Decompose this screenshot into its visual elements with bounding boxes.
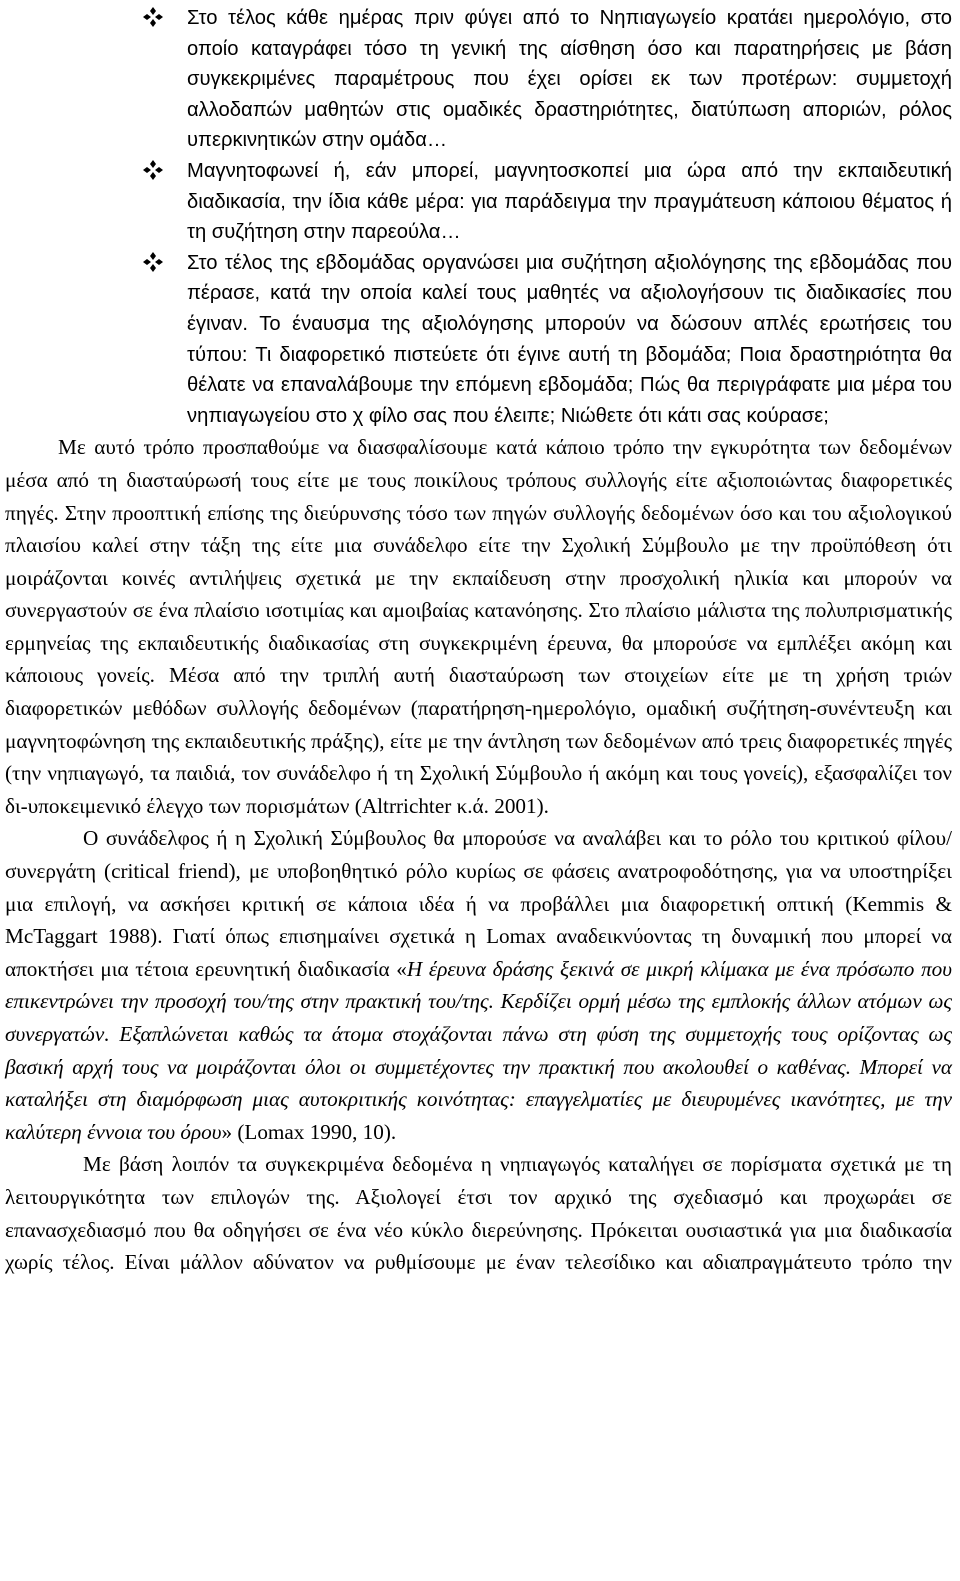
paragraph-lead-text: Ο συνάδελφος ή η Σχολική Σύμβουλος θα μπορούσε να αναλάβει και το ρόλο του κριτικού φίλου/συνεργάτη (critical friend), με υποβοηθητικό ρόλο κυρίως σε φάσεις ανατροφοδότησης, για να υποστηρίξει μια επιλογή, να ασκήσει κριτική σε κάποια ιδέα ή να προβάλλει μια διαφορετική οπτική (Kemmis & McTaggart 1988). Γιατί όπως επισημαίνει σχετικά η Lomax αναδεικνύοντας τη δυναμική που μπορεί να αποκτήσει μια τέτοια ερευνητική διαδικασία « xyxy=(5,826,952,981)
citation-text: » (Lomax 1990, 10). xyxy=(221,1119,397,1144)
bullet-list xyxy=(5,3,952,431)
bullet-text: Στο τέλος κάθε ημέρας πριν φύγει από το Νηπιαγωγείο κρατάει ημερολόγιο, στο οποίο καταγράφει τόσο τη γενική της αίσθηση όσο και παρατηρήσεις με βάση συγκεκριμένες παραμέτρους που έχει ορίσει εκ των προτέρων: συμμετοχή αλλοδαπών μαθητών στις ομαδικές δραστηριότητες, διατύπωση αποριών, ρόλος υπερκινητικών στην ομάδα… xyxy=(187,7,952,152)
diamond-quad-bullet-icon xyxy=(142,159,164,181)
italic-quote: Η έρευνα δράσης ξεκινά σε μικρή κλίμακα με ένα πρόσωπο που επικεντρώνει την προσοχή του/της στην πρακτική του/της. Κερδίζει ορμή μέσω της εμπλοκής άλλων ατόμων ως συνεργατών. Εξαπλώνεται καθώς τα άτομα στοχάζονται πάνω στη φύση της συμμετοχής τους ορίζοντας ως βασική αρχή τους να μοιράζονται όλοι οι συμμετέχοντες την πρακτική που ακολουθεί ο καθένας. Μπορεί να καταλήξει στη διαμόρφωση μιας αυτοκριτικής κοινότητας: επαγγελματίες με διευρυμένες ικανότητες, με την καλύτερη έννοια του όρου xyxy=(5,956,952,1144)
bullet-item xyxy=(187,248,952,432)
diamond-quad-bullet-icon xyxy=(142,6,164,28)
body-paragraph-quote xyxy=(5,822,952,1148)
body-paragraph: Με βάση λοιπόν τα συγκεκριμένα δεδομένα η νηπιαγωγός καταλήγει σε πορίσματα σχετικά με τη λειτουργικότητα των επιλογών της. Αξιολογεί έτσι τον αρχικό της σχεδιασμό και προχωράει σε επανασχεδιασμό που θα οδηγήσει σε ένα νέο κύκλο διερεύνησης. Πρόκειται ουσιαστικά για μια διαδικασία χωρίς τέλος. Είναι μάλλον αδύνατον να ρυθμίσουμε με έναν τελεσίδικο και αδιαπραγμάτευτο τρόπο την xyxy=(5,1152,952,1275)
body-paragraph: Με αυτό τρόπο προσπαθούμε να διασφαλίσουμε κατά κάποιο τρόπο την εγκυρότητα των δεδομένων μέσα από τη διασταύρωσή τους είτε με τους ποικίλους τρόπους συλλογής είτε αξιοποιώντας διαφορετικές πηγές. Στην προοπτική επίσης της διεύρυνσης τόσο των πηγών συλλογής δεδομένων όσο και του αξιολογικού πλαισίου καλεί στην τάξη της είτε μια συνάδελφο είτε την Σχολική Σύμβουλο με την προϋπόθεση ότι μοιράζονται κοινές αντιλήψεις σχετικά με την εκπαίδευση στην προσχολική ηλικία και μπορούν να συνεργαστούν σε ένα πλαίσιο ισοτιμίας και αμοιβαίας κατανόησης. Στο πλαίσιο μάλιστα της πολυπρισματικής ερμηνείας της εκπαιδευτικής διαδικασίας στη συγκεκριμένη έρευνα, θα μπορούσε να εμπλέξει ακόμη και κάποιους γονείς. Μέσα από την τριπλή αυτή διασταύρωση των στοιχείων είτε με τη χρήση τριών διαφορετικών μεθόδων συλλογής δεδομένων (παρατήρηση-ημερολόγιο, ομαδική συζήτηση-συνέντευξη και μαγνητοφώνηση της εκπαιδευτικής πράξης), είτε με την άντληση των δεδομένων από τρεις διαφορετικές πηγές (την νηπιαγωγό, τα παιδιά, τον συνάδελφο ή τη Σχολική Σύμβουλο ή ακόμη και τους γονείς), εξασφαλίζει τον δι-υποκειμενικό έλεγχο των πορισμάτων (Altrrichter κ.ά. 2001). xyxy=(5,435,952,818)
bullet-item xyxy=(187,3,952,156)
bullet-text: Στο τέλος της εβδομάδας οργανώσει μια συζήτηση αξιολόγησης της εβδομάδας που πέρασε, κατά την οποία καλεί τους μαθητές να αξιολογήσουν τις διαδικασίες που έγιναν. Το έναυσμα της αξιολόγησης μπορούν να δώσουν απλές ερωτήσεις του τύπου: Τι διαφορετικό πιστεύετε ότι έγινε αυτή τη βδομάδα; Ποια δραστηριότητα θα θέλατε να επαναλάβουμε την επόμενη εβδομάδα; Πώς θα περιγράφατε μια μέρα του νηπιαγωγείου στο χ φίλο σας που έλειπε; Νιώθετε ότι κάτι σας κούρασε; xyxy=(187,251,952,427)
bullet-item xyxy=(187,156,952,248)
bullet-text: Μαγνητοφωνεί ή, εάν μπορεί, μαγνητοσκοπεί μια ώρα από την εκπαιδευτική διαδικασία, την ίδια κάθε μέρα: για παράδειγμα την πραγμάτευση κάποιου θέματος ή τη συζήτηση στην παρεούλα… xyxy=(187,159,952,244)
diamond-quad-bullet-icon xyxy=(142,251,164,273)
